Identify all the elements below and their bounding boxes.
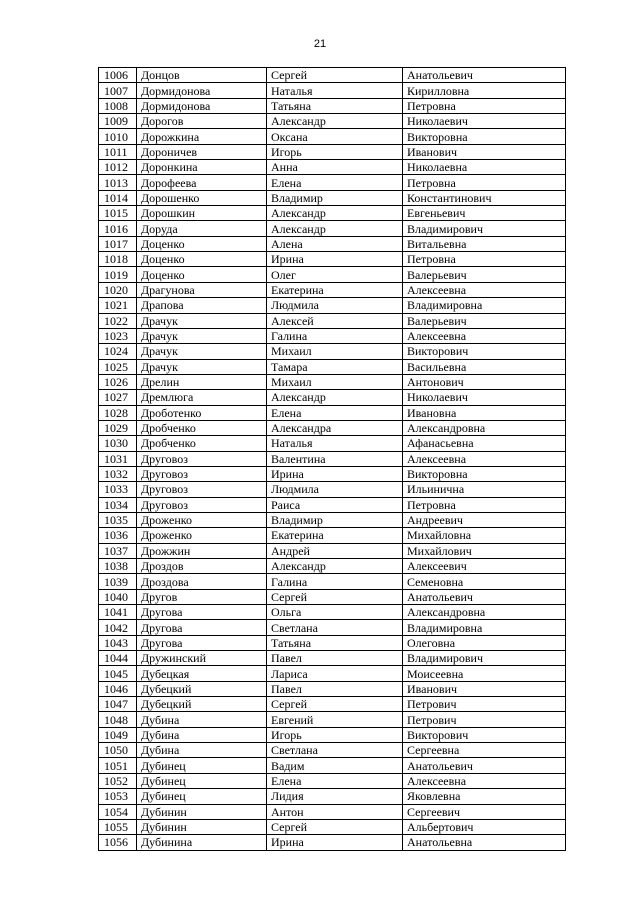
patronymic-cell: Сергеевич <box>403 804 566 819</box>
row-number-cell: 1034 <box>99 497 137 512</box>
first-name-cell: Антон <box>267 804 403 819</box>
table-row <box>99 160 566 175</box>
surname-cell: Дороничев <box>137 144 267 159</box>
patronymic-cell: Сергеевна <box>403 743 566 758</box>
patronymic-cell: Владимировна <box>403 620 566 635</box>
surname-cell: Дубинина <box>137 835 267 850</box>
row-number-cell: 1035 <box>99 512 137 527</box>
surname-cell: Дубинец <box>137 773 267 788</box>
first-name-cell: Анна <box>267 160 403 175</box>
row-number-cell: 1008 <box>99 98 137 113</box>
table-row <box>99 697 566 712</box>
row-number-cell: 1024 <box>99 344 137 359</box>
table-row <box>99 144 566 159</box>
patronymic-cell: Николаевич <box>403 114 566 129</box>
surname-cell: Дроздова <box>137 574 267 589</box>
patronymic-cell: Владимирович <box>403 221 566 236</box>
table-row <box>99 129 566 144</box>
surname-cell: Дубинин <box>137 804 267 819</box>
row-number-cell: 1021 <box>99 298 137 313</box>
table-row <box>99 651 566 666</box>
surname-cell: Дубина <box>137 727 267 742</box>
first-name-cell: Елена <box>267 175 403 190</box>
surname-cell: Друговоз <box>137 451 267 466</box>
patronymic-cell: Валерьевич <box>403 313 566 328</box>
surname-cell: Дубина <box>137 743 267 758</box>
surname-cell: Доценко <box>137 236 267 251</box>
row-number-cell: 1041 <box>99 605 137 620</box>
table-row <box>99 190 566 205</box>
table-row <box>99 282 566 297</box>
surname-cell: Доценко <box>137 267 267 282</box>
patronymic-cell: Афанасьевна <box>403 436 566 451</box>
surname-cell: Дроженко <box>137 512 267 527</box>
patronymic-cell: Яковлевна <box>403 789 566 804</box>
surname-cell: Дрелин <box>137 374 267 389</box>
table-row <box>99 543 566 558</box>
surname-cell: Другова <box>137 620 267 635</box>
surname-cell: Драчук <box>137 359 267 374</box>
patronymic-cell: Кирилловна <box>403 83 566 98</box>
table-row <box>99 83 566 98</box>
surname-cell: Друговоз <box>137 482 267 497</box>
patronymic-cell: Михайловна <box>403 528 566 543</box>
surname-cell: Дорофеева <box>137 175 267 190</box>
patronymic-cell: Иванович <box>403 144 566 159</box>
first-name-cell: Татьяна <box>267 98 403 113</box>
first-name-cell: Екатерина <box>267 528 403 543</box>
first-name-cell: Александр <box>267 390 403 405</box>
patronymic-cell: Петровна <box>403 175 566 190</box>
row-number-cell: 1020 <box>99 282 137 297</box>
surname-cell: Дробченко <box>137 420 267 435</box>
patronymic-cell: Витальевна <box>403 236 566 251</box>
surname-cell: Дрожжин <box>137 543 267 558</box>
first-name-cell: Павел <box>267 651 403 666</box>
patronymic-cell: Валерьевич <box>403 267 566 282</box>
row-number-cell: 1015 <box>99 206 137 221</box>
patronymic-cell: Петровна <box>403 497 566 512</box>
first-name-cell: Тамара <box>267 359 403 374</box>
first-name-cell: Ирина <box>267 835 403 850</box>
surname-cell: Друговоз <box>137 497 267 512</box>
row-number-cell: 1045 <box>99 666 137 681</box>
surname-cell: Дубина <box>137 712 267 727</box>
row-number-cell: 1013 <box>99 175 137 190</box>
table-row <box>99 221 566 236</box>
row-number-cell: 1018 <box>99 252 137 267</box>
patronymic-cell: Николаевна <box>403 160 566 175</box>
patronymic-cell: Викторовна <box>403 129 566 144</box>
row-number-cell: 1050 <box>99 743 137 758</box>
table-row <box>99 559 566 574</box>
table-row <box>99 712 566 727</box>
first-name-cell: Сергей <box>267 697 403 712</box>
row-number-cell: 1048 <box>99 712 137 727</box>
first-name-cell: Наталья <box>267 436 403 451</box>
row-number-cell: 1039 <box>99 574 137 589</box>
row-number-cell: 1046 <box>99 681 137 696</box>
surname-cell: Драгунова <box>137 282 267 297</box>
table-row <box>99 497 566 512</box>
row-number-cell: 1007 <box>99 83 137 98</box>
patronymic-cell: Алексеевич <box>403 559 566 574</box>
table-row <box>99 436 566 451</box>
row-number-cell: 1054 <box>99 804 137 819</box>
first-name-cell: Светлана <box>267 743 403 758</box>
row-number-cell: 1036 <box>99 528 137 543</box>
row-number-cell: 1025 <box>99 359 137 374</box>
row-number-cell: 1040 <box>99 589 137 604</box>
patronymic-cell: Анатольевич <box>403 68 566 83</box>
surname-cell: Дружинский <box>137 651 267 666</box>
row-number-cell: 1056 <box>99 835 137 850</box>
patronymic-cell: Альбертович <box>403 819 566 834</box>
row-number-cell: 1011 <box>99 144 137 159</box>
table-row <box>99 681 566 696</box>
patronymic-cell: Алексеевна <box>403 328 566 343</box>
first-name-cell: Сергей <box>267 589 403 604</box>
row-number-cell: 1019 <box>99 267 137 282</box>
first-name-cell: Галина <box>267 574 403 589</box>
row-number-cell: 1033 <box>99 482 137 497</box>
surname-cell: Дормидонова <box>137 83 267 98</box>
first-name-cell: Олег <box>267 267 403 282</box>
patronymic-cell: Семеновна <box>403 574 566 589</box>
row-number-cell: 1055 <box>99 819 137 834</box>
table-row <box>99 512 566 527</box>
row-number-cell: 1044 <box>99 651 137 666</box>
table-row <box>99 773 566 788</box>
table-row <box>99 390 566 405</box>
first-name-cell: Светлана <box>267 620 403 635</box>
row-number-cell: 1017 <box>99 236 137 251</box>
table-row <box>99 313 566 328</box>
table-row <box>99 374 566 389</box>
surname-cell: Друговоз <box>137 466 267 481</box>
first-name-cell: Алексей <box>267 313 403 328</box>
patronymic-cell: Николаевич <box>403 390 566 405</box>
first-name-cell: Павел <box>267 681 403 696</box>
row-number-cell: 1038 <box>99 559 137 574</box>
first-name-cell: Валентина <box>267 451 403 466</box>
row-number-cell: 1028 <box>99 405 137 420</box>
patronymic-cell: Алексеевна <box>403 773 566 788</box>
first-name-cell: Раиса <box>267 497 403 512</box>
patronymic-cell: Ильинична <box>403 482 566 497</box>
patronymic-cell: Владимирович <box>403 651 566 666</box>
table-row <box>99 451 566 466</box>
names-table <box>98 67 566 851</box>
first-name-cell: Александр <box>267 114 403 129</box>
first-name-cell: Сергей <box>267 68 403 83</box>
first-name-cell: Елена <box>267 773 403 788</box>
patronymic-cell: Алексеевна <box>403 451 566 466</box>
surname-cell: Драчук <box>137 328 267 343</box>
patronymic-cell: Анатольевич <box>403 758 566 773</box>
table-row <box>99 466 566 481</box>
first-name-cell: Людмила <box>267 298 403 313</box>
patronymic-cell: Анатольевич <box>403 589 566 604</box>
patronymic-cell: Иванович <box>403 681 566 696</box>
surname-cell: Дубинин <box>137 819 267 834</box>
first-name-cell: Владимир <box>267 512 403 527</box>
patronymic-cell: Петрович <box>403 697 566 712</box>
table-row <box>99 206 566 221</box>
surname-cell: Дорошенко <box>137 190 267 205</box>
table-row <box>99 344 566 359</box>
table-row <box>99 528 566 543</box>
table-row <box>99 175 566 190</box>
row-number-cell: 1006 <box>99 68 137 83</box>
table-row <box>99 789 566 804</box>
patronymic-cell: Моисеевна <box>403 666 566 681</box>
table-row <box>99 236 566 251</box>
row-number-cell: 1023 <box>99 328 137 343</box>
first-name-cell: Андрей <box>267 543 403 558</box>
patronymic-cell: Владимировна <box>403 298 566 313</box>
surname-cell: Другова <box>137 635 267 650</box>
first-name-cell: Игорь <box>267 144 403 159</box>
table-row <box>99 68 566 83</box>
table-row <box>99 727 566 742</box>
row-number-cell: 1053 <box>99 789 137 804</box>
first-name-cell: Михаил <box>267 344 403 359</box>
surname-cell: Дроздов <box>137 559 267 574</box>
table-row <box>99 605 566 620</box>
surname-cell: Дорошкин <box>137 206 267 221</box>
row-number-cell: 1042 <box>99 620 137 635</box>
row-number-cell: 1022 <box>99 313 137 328</box>
surname-cell: Дубецкая <box>137 666 267 681</box>
table-row <box>99 98 566 113</box>
row-number-cell: 1012 <box>99 160 137 175</box>
first-name-cell: Александр <box>267 206 403 221</box>
table-row <box>99 835 566 850</box>
table-row <box>99 252 566 267</box>
patronymic-cell: Алексеевна <box>403 282 566 297</box>
table-row <box>99 758 566 773</box>
surname-cell: Дубецкий <box>137 681 267 696</box>
table-row <box>99 114 566 129</box>
row-number-cell: 1010 <box>99 129 137 144</box>
table-row <box>99 804 566 819</box>
first-name-cell: Галина <box>267 328 403 343</box>
first-name-cell: Лариса <box>267 666 403 681</box>
surname-cell: Драчук <box>137 313 267 328</box>
first-name-cell: Людмила <box>267 482 403 497</box>
surname-cell: Дорогов <box>137 114 267 129</box>
patronymic-cell: Анатольевна <box>403 835 566 850</box>
first-name-cell: Ольга <box>267 605 403 620</box>
patronymic-cell: Викторовна <box>403 466 566 481</box>
surname-cell: Дремлюга <box>137 390 267 405</box>
row-number-cell: 1031 <box>99 451 137 466</box>
surname-cell: Другов <box>137 589 267 604</box>
table-row <box>99 743 566 758</box>
row-number-cell: 1047 <box>99 697 137 712</box>
first-name-cell: Ирина <box>267 252 403 267</box>
first-name-cell: Александр <box>267 559 403 574</box>
first-name-cell: Михаил <box>267 374 403 389</box>
first-name-cell: Елена <box>267 405 403 420</box>
surname-cell: Донцов <box>137 68 267 83</box>
surname-cell: Другова <box>137 605 267 620</box>
patronymic-cell: Александровна <box>403 605 566 620</box>
table-row <box>99 574 566 589</box>
patronymic-cell: Александровна <box>403 420 566 435</box>
table-row <box>99 405 566 420</box>
table-row <box>99 482 566 497</box>
surname-cell: Доценко <box>137 252 267 267</box>
surname-cell: Дробченко <box>137 436 267 451</box>
patronymic-cell: Антонович <box>403 374 566 389</box>
first-name-cell: Наталья <box>267 83 403 98</box>
first-name-cell: Александра <box>267 420 403 435</box>
patronymic-cell: Михайлович <box>403 543 566 558</box>
patronymic-cell: Викторович <box>403 344 566 359</box>
first-name-cell: Екатерина <box>267 282 403 297</box>
surname-cell: Драпова <box>137 298 267 313</box>
patronymic-cell: Олеговна <box>403 635 566 650</box>
surname-cell: Доронкина <box>137 160 267 175</box>
first-name-cell: Игорь <box>267 727 403 742</box>
first-name-cell: Алена <box>267 236 403 251</box>
surname-cell: Дубинец <box>137 789 267 804</box>
names-table-body <box>99 68 566 851</box>
row-number-cell: 1052 <box>99 773 137 788</box>
row-number-cell: 1043 <box>99 635 137 650</box>
first-name-cell: Александр <box>267 221 403 236</box>
row-number-cell: 1029 <box>99 420 137 435</box>
table-row <box>99 819 566 834</box>
surname-cell: Дорожкина <box>137 129 267 144</box>
surname-cell: Дроженко <box>137 528 267 543</box>
patronymic-cell: Евгеньевич <box>403 206 566 221</box>
surname-cell: Дормидонова <box>137 98 267 113</box>
first-name-cell: Оксана <box>267 129 403 144</box>
row-number-cell: 1014 <box>99 190 137 205</box>
table-row <box>99 359 566 374</box>
table-row <box>99 328 566 343</box>
row-number-cell: 1051 <box>99 758 137 773</box>
table-row <box>99 620 566 635</box>
row-number-cell: 1037 <box>99 543 137 558</box>
first-name-cell: Ирина <box>267 466 403 481</box>
patronymic-cell: Ивановна <box>403 405 566 420</box>
first-name-cell: Сергей <box>267 819 403 834</box>
surname-cell: Драчук <box>137 344 267 359</box>
surname-cell: Дубецкий <box>137 697 267 712</box>
row-number-cell: 1049 <box>99 727 137 742</box>
table-row <box>99 635 566 650</box>
row-number-cell: 1032 <box>99 466 137 481</box>
patronymic-cell: Петровна <box>403 98 566 113</box>
first-name-cell: Вадим <box>267 758 403 773</box>
first-name-cell: Татьяна <box>267 635 403 650</box>
table-row <box>99 298 566 313</box>
table-row <box>99 666 566 681</box>
patronymic-cell: Петрович <box>403 712 566 727</box>
page-number: 21 <box>313 38 327 50</box>
surname-cell: Доруда <box>137 221 267 236</box>
surname-cell: Дроботенко <box>137 405 267 420</box>
patronymic-cell: Васильевна <box>403 359 566 374</box>
row-number-cell: 1009 <box>99 114 137 129</box>
table-row <box>99 267 566 282</box>
first-name-cell: Евгений <box>267 712 403 727</box>
table-row <box>99 420 566 435</box>
patronymic-cell: Петровна <box>403 252 566 267</box>
table-row <box>99 589 566 604</box>
patronymic-cell: Андреевич <box>403 512 566 527</box>
row-number-cell: 1027 <box>99 390 137 405</box>
first-name-cell: Владимир <box>267 190 403 205</box>
first-name-cell: Лидия <box>267 789 403 804</box>
row-number-cell: 1016 <box>99 221 137 236</box>
row-number-cell: 1030 <box>99 436 137 451</box>
row-number-cell: 1026 <box>99 374 137 389</box>
patronymic-cell: Викторович <box>403 727 566 742</box>
patronymic-cell: Константинович <box>403 190 566 205</box>
surname-cell: Дубинец <box>137 758 267 773</box>
